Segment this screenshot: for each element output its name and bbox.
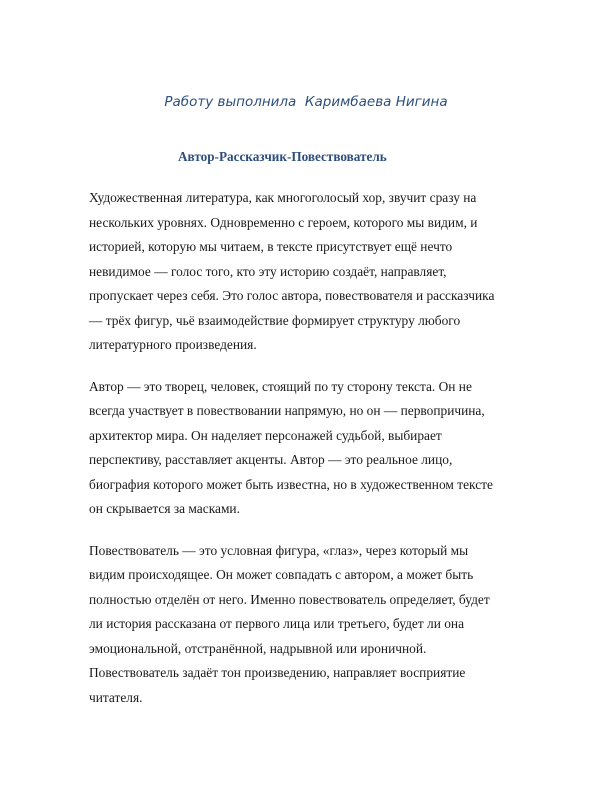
text-line: Автор — это творец, человек, стоящий по ту сторону текста. Он не — [89, 378, 472, 394]
text-line: перспективу, расставляет акценты. Автор — это реальное лицо, — [89, 452, 453, 467]
text-line: видим происходящее. Он может совпадать с автором, а может быть — [89, 567, 474, 582]
paragraph-intro — [89, 186, 529, 358]
text-line: Повествователь задаёт тон произведению, направляет восприятие — [89, 665, 466, 680]
text-line: литературного произведения. — [89, 337, 257, 352]
document-body — [89, 186, 529, 727]
text-line: эмоциональной, отстранённой, надрывной или ироничной. — [89, 640, 427, 656]
text-line: биография которого может быть известна, но в художественном тексте — [89, 476, 493, 492]
text-line: он скрывается за масками. — [89, 501, 240, 516]
text-line: всегда участвует в повествовании напрямую, но он — первопричина, — [89, 403, 485, 418]
text-line: нескольких уровнях. Одновременно с героем, которого мы видим, и — [89, 214, 478, 230]
text-line: читателя. — [89, 689, 143, 705]
text-line: Повествователь — это условная фигура, «глаз», через который мы — [89, 542, 469, 558]
text-line: невидимое — голос того, кто эту историю создаёт, направляет, — [89, 263, 447, 279]
paragraph-author — [89, 375, 529, 522]
paragraph-narrator — [89, 539, 529, 711]
author-line: Работу выполнила Каримбаева Нигина — [164, 94, 448, 110]
text-line: Художественная литература, как многоголосый хор, звучит сразу на — [89, 190, 477, 205]
text-line: пропускает через себя. Это голос автора, повествователя и рассказчика — [89, 288, 495, 303]
text-line: архитектор мира. Он наделяет персонажей судьбой, выбирает — [89, 427, 442, 443]
text-line: ли история рассказана от первого лица или третьего, будет ли она — [89, 616, 465, 631]
text-line: историей, которую мы читаем, в тексте присутствует ещё нечто — [89, 239, 453, 254]
text-line: полностью отделён от него. Именно повествователь определяет, будет — [89, 591, 490, 607]
document-title: Автор-Рассказчик-Повествователь — [178, 149, 387, 164]
text-line: — трёх фигур, чьё взаимодействие формирует структуру любого — [89, 312, 461, 328]
